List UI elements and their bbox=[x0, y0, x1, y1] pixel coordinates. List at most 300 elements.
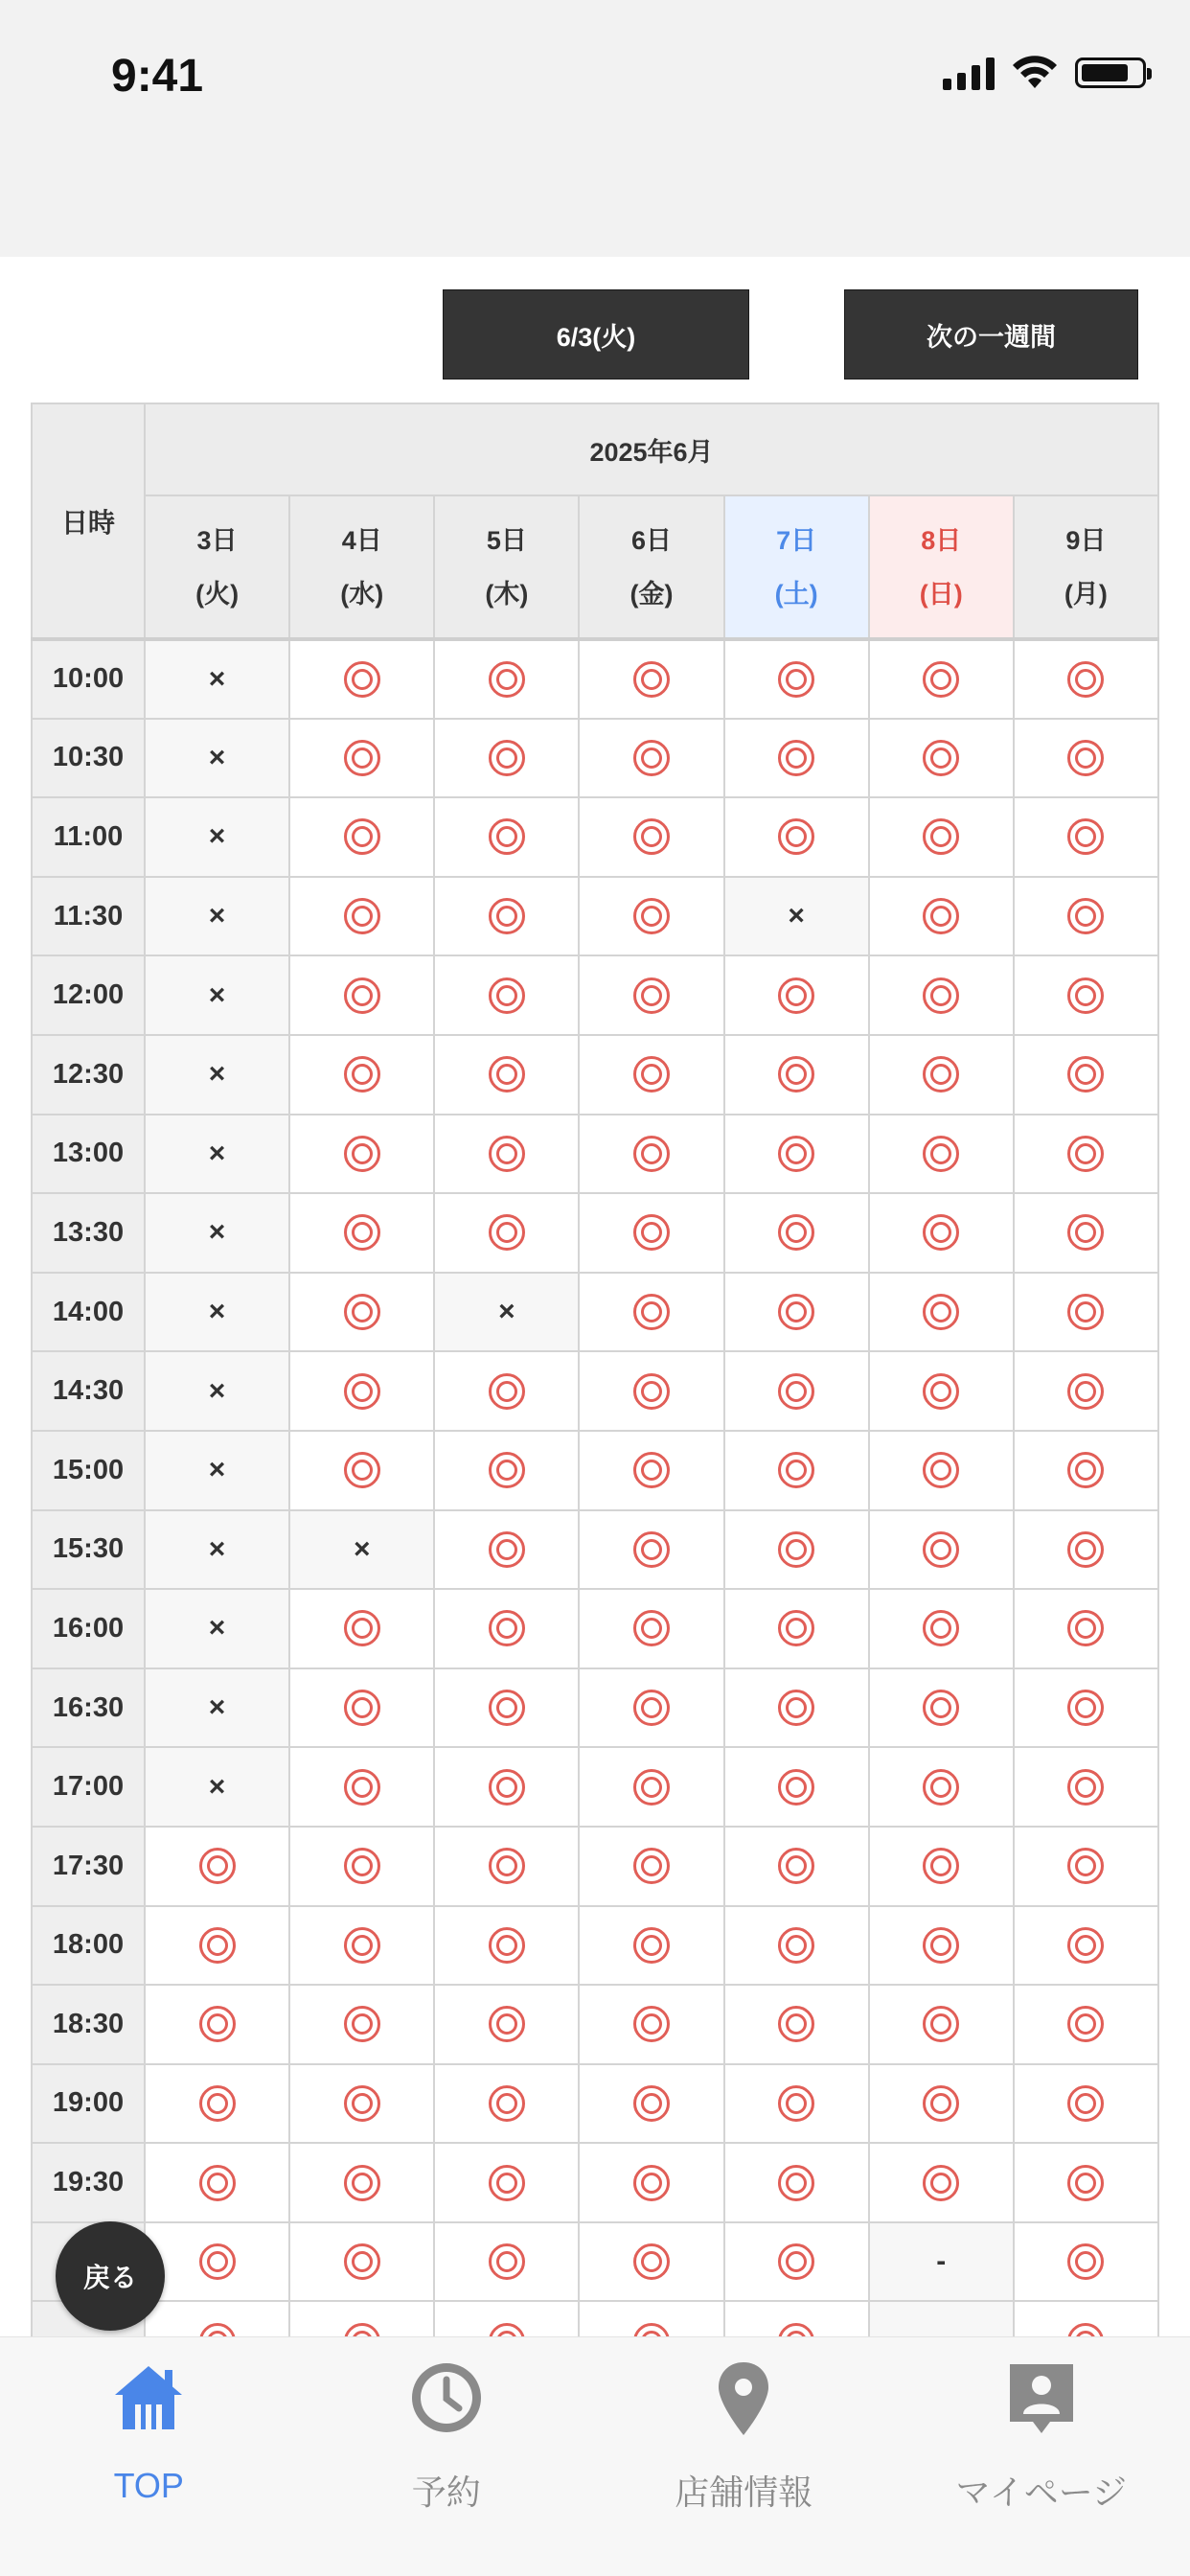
slot-available[interactable] bbox=[579, 1193, 723, 1273]
slot-available[interactable] bbox=[724, 797, 869, 877]
slot-available[interactable] bbox=[145, 1906, 289, 1986]
slot-available[interactable] bbox=[1014, 1115, 1158, 1194]
slot-unavailable: × bbox=[289, 1510, 434, 1590]
table-row bbox=[32, 639, 1158, 719]
time-label: 18:00 bbox=[32, 1906, 145, 1986]
double-circle-icon bbox=[1067, 2085, 1104, 2122]
day-weekday: (水) bbox=[340, 579, 384, 609]
slot-available[interactable] bbox=[1014, 797, 1158, 877]
day-number: 9日 bbox=[1065, 525, 1107, 555]
slot-available[interactable] bbox=[434, 2064, 579, 2144]
slot-available[interactable] bbox=[1014, 2143, 1158, 2222]
slot-available[interactable] bbox=[869, 955, 1014, 1035]
double-circle-icon bbox=[1067, 818, 1104, 855]
slot-available[interactable] bbox=[434, 639, 579, 719]
slot-available[interactable] bbox=[724, 1510, 869, 1590]
double-circle-icon bbox=[344, 1373, 380, 1410]
double-circle-icon bbox=[344, 2165, 380, 2201]
nav-item-mypage[interactable] bbox=[893, 2337, 1190, 2576]
slot-available[interactable] bbox=[434, 797, 579, 877]
double-circle-icon bbox=[1067, 1610, 1104, 1646]
double-circle-icon bbox=[489, 2243, 525, 2280]
slot-available[interactable] bbox=[1014, 1273, 1158, 1352]
slot-available[interactable] bbox=[434, 2143, 579, 2222]
slot-available[interactable] bbox=[434, 1668, 579, 1748]
table-row bbox=[32, 955, 1158, 1035]
double-circle-icon bbox=[1067, 1690, 1104, 1726]
day-header bbox=[1014, 495, 1158, 639]
slot-available[interactable] bbox=[289, 1985, 434, 2064]
slot-available[interactable] bbox=[579, 1906, 723, 1986]
time-label: 11:30 bbox=[32, 877, 145, 956]
slot-available[interactable] bbox=[289, 1193, 434, 1273]
slot-unavailable: × bbox=[145, 1193, 289, 1273]
slot-available[interactable] bbox=[289, 1115, 434, 1194]
double-circle-icon bbox=[489, 1056, 525, 1092]
slot-available[interactable] bbox=[434, 1747, 579, 1827]
slot-available[interactable] bbox=[289, 1589, 434, 1668]
slot-available[interactable] bbox=[869, 1668, 1014, 1748]
slot-closed: - bbox=[869, 2222, 1014, 2302]
slot-unavailable: × bbox=[145, 1035, 289, 1115]
slot-available[interactable] bbox=[289, 2222, 434, 2302]
slot-available[interactable] bbox=[724, 1193, 869, 1273]
double-circle-icon bbox=[344, 1214, 380, 1251]
wifi-icon bbox=[1012, 56, 1058, 90]
double-circle-icon bbox=[633, 2243, 670, 2280]
slot-available[interactable] bbox=[434, 1827, 579, 1906]
slot-available[interactable] bbox=[724, 2064, 869, 2144]
slot-unavailable: × bbox=[145, 1351, 289, 1431]
slot-available[interactable] bbox=[579, 1827, 723, 1906]
slot-unavailable: × bbox=[145, 1115, 289, 1194]
slot-unavailable: × bbox=[145, 639, 289, 719]
double-circle-icon bbox=[923, 2085, 959, 2122]
slot-available[interactable] bbox=[724, 955, 869, 1035]
table-row bbox=[32, 1589, 1158, 1668]
slot-available[interactable] bbox=[724, 1035, 869, 1115]
slot-available[interactable] bbox=[579, 877, 723, 956]
double-circle-icon bbox=[489, 2165, 525, 2201]
slot-available[interactable] bbox=[724, 1431, 869, 1510]
time-label: 10:30 bbox=[32, 719, 145, 798]
double-circle-icon bbox=[344, 1452, 380, 1488]
double-circle-icon bbox=[778, 1848, 814, 1884]
table-row bbox=[32, 1431, 1158, 1510]
double-circle-icon bbox=[778, 661, 814, 698]
double-circle-icon bbox=[633, 1610, 670, 1646]
corner-label: 日時 bbox=[32, 403, 145, 639]
slot-available[interactable] bbox=[289, 1906, 434, 1986]
table-row bbox=[32, 1273, 1158, 1352]
slot-available[interactable] bbox=[579, 2222, 723, 2302]
slot-available[interactable] bbox=[869, 1510, 1014, 1590]
double-circle-icon bbox=[344, 1848, 380, 1884]
double-circle-icon bbox=[633, 1056, 670, 1092]
double-circle-icon bbox=[489, 1373, 525, 1410]
time-label: 15:30 bbox=[32, 1510, 145, 1590]
slot-available[interactable] bbox=[289, 639, 434, 719]
double-circle-icon bbox=[489, 661, 525, 698]
slot-available[interactable] bbox=[1014, 1985, 1158, 2064]
slot-available[interactable] bbox=[434, 1906, 579, 1986]
slot-available[interactable] bbox=[145, 2064, 289, 2144]
double-circle-icon bbox=[778, 1690, 814, 1726]
slot-available[interactable] bbox=[579, 639, 723, 719]
double-circle-icon bbox=[1067, 661, 1104, 698]
time-label: 13:00 bbox=[32, 1115, 145, 1194]
double-circle-icon bbox=[778, 1610, 814, 1646]
time-label: 16:30 bbox=[32, 1668, 145, 1748]
slot-available[interactable] bbox=[289, 1668, 434, 1748]
slot-available[interactable] bbox=[579, 1431, 723, 1510]
double-circle-icon bbox=[778, 1927, 814, 1964]
double-circle-icon bbox=[489, 1136, 525, 1172]
slot-available[interactable] bbox=[869, 1351, 1014, 1431]
slot-available[interactable] bbox=[1014, 1589, 1158, 1668]
slot-available[interactable] bbox=[434, 2222, 579, 2302]
day-header bbox=[579, 495, 723, 639]
double-circle-icon bbox=[1067, 1136, 1104, 1172]
day-weekday: (月) bbox=[1064, 579, 1108, 609]
status-bar bbox=[0, 0, 1190, 257]
slot-available[interactable] bbox=[145, 2222, 289, 2302]
double-circle-icon bbox=[489, 898, 525, 934]
slot-available[interactable] bbox=[869, 1115, 1014, 1194]
slot-available[interactable] bbox=[724, 2143, 869, 2222]
slot-available[interactable] bbox=[434, 719, 579, 798]
status-icons bbox=[943, 56, 1146, 90]
slot-available[interactable] bbox=[579, 2143, 723, 2222]
slot-available[interactable] bbox=[434, 1431, 579, 1510]
slot-unavailable: × bbox=[145, 1589, 289, 1668]
double-circle-icon bbox=[633, 2085, 670, 2122]
double-circle-icon bbox=[633, 1294, 670, 1330]
slot-available[interactable] bbox=[289, 1351, 434, 1431]
day-number: 6日 bbox=[630, 525, 672, 555]
double-circle-icon bbox=[633, 1848, 670, 1884]
double-circle-icon bbox=[489, 1927, 525, 1964]
double-circle-icon bbox=[923, 661, 959, 698]
slot-available[interactable] bbox=[1014, 1431, 1158, 1510]
slot-available[interactable] bbox=[579, 1589, 723, 1668]
double-circle-icon bbox=[1067, 978, 1104, 1014]
home-icon bbox=[109, 2358, 188, 2437]
double-circle-icon bbox=[778, 1136, 814, 1172]
double-circle-icon bbox=[923, 1690, 959, 1726]
table-row bbox=[32, 797, 1158, 877]
slot-available[interactable] bbox=[1014, 2064, 1158, 2144]
double-circle-icon bbox=[633, 978, 670, 1014]
slot-unavailable: × bbox=[145, 1273, 289, 1352]
table-row bbox=[32, 877, 1158, 956]
time-label: 17:00 bbox=[32, 1747, 145, 1827]
double-circle-icon bbox=[344, 740, 380, 776]
slot-available[interactable] bbox=[289, 1035, 434, 1115]
nav-label: TOP bbox=[113, 2466, 184, 2505]
slot-available[interactable] bbox=[869, 1431, 1014, 1510]
slot-available[interactable] bbox=[869, 1906, 1014, 1986]
status-time: 9:41 bbox=[111, 51, 204, 102]
slot-available[interactable] bbox=[1014, 1510, 1158, 1590]
double-circle-icon bbox=[344, 1769, 380, 1806]
time-label: 14:30 bbox=[32, 1351, 145, 1431]
slot-available[interactable] bbox=[869, 797, 1014, 877]
slot-available[interactable] bbox=[724, 1589, 869, 1668]
table-row bbox=[32, 1668, 1158, 1748]
double-circle-icon bbox=[778, 818, 814, 855]
slot-available[interactable] bbox=[289, 2064, 434, 2144]
slot-available[interactable] bbox=[145, 2143, 289, 2222]
double-circle-icon bbox=[923, 1848, 959, 1884]
slot-available[interactable] bbox=[1014, 719, 1158, 798]
table-row bbox=[32, 1510, 1158, 1590]
slot-available[interactable] bbox=[724, 1906, 869, 1986]
table-row bbox=[32, 1747, 1158, 1827]
slot-unavailable: × bbox=[145, 877, 289, 956]
day-number: 3日 bbox=[196, 525, 238, 555]
slot-available[interactable] bbox=[579, 1510, 723, 1590]
table-row bbox=[32, 1906, 1158, 1986]
day-header bbox=[869, 495, 1014, 639]
double-circle-icon bbox=[489, 1690, 525, 1726]
double-circle-icon bbox=[1067, 1373, 1104, 1410]
nav-label: 店舗情報 bbox=[675, 2472, 813, 2512]
day-number: 8日 bbox=[921, 525, 962, 555]
slot-available[interactable] bbox=[1014, 2222, 1158, 2302]
time-label: 12:00 bbox=[32, 955, 145, 1035]
schedule-table-container bbox=[31, 402, 1159, 2381]
slot-available[interactable] bbox=[1014, 955, 1158, 1035]
slot-available[interactable] bbox=[724, 1115, 869, 1194]
slot-available[interactable] bbox=[1014, 1906, 1158, 1986]
double-circle-icon bbox=[923, 2165, 959, 2201]
slot-available[interactable] bbox=[869, 877, 1014, 956]
slot-available[interactable] bbox=[289, 2143, 434, 2222]
slot-available[interactable] bbox=[579, 797, 723, 877]
slot-available[interactable] bbox=[145, 1827, 289, 1906]
slot-available[interactable] bbox=[724, 1668, 869, 1748]
double-circle-icon bbox=[344, 978, 380, 1014]
nav-item-reservation[interactable] bbox=[298, 2337, 596, 2576]
double-circle-icon bbox=[778, 978, 814, 1014]
slot-available[interactable] bbox=[869, 1985, 1014, 2064]
slot-available[interactable] bbox=[579, 2064, 723, 2144]
slot-available[interactable] bbox=[579, 719, 723, 798]
slot-available[interactable] bbox=[579, 1115, 723, 1194]
slot-available[interactable] bbox=[289, 1827, 434, 1906]
double-circle-icon bbox=[489, 818, 525, 855]
slot-available[interactable] bbox=[724, 1827, 869, 1906]
slot-available[interactable] bbox=[434, 1510, 579, 1590]
double-circle-icon bbox=[1067, 1056, 1104, 1092]
double-circle-icon bbox=[633, 898, 670, 934]
slot-available[interactable] bbox=[579, 1747, 723, 1827]
slot-available[interactable] bbox=[579, 1985, 723, 2064]
slot-available[interactable] bbox=[869, 639, 1014, 719]
double-circle-icon bbox=[1067, 1531, 1104, 1568]
slot-available[interactable] bbox=[869, 1827, 1014, 1906]
clock-icon bbox=[407, 2358, 486, 2437]
double-circle-icon bbox=[199, 2165, 236, 2201]
slot-available[interactable] bbox=[869, 2064, 1014, 2144]
double-circle-icon bbox=[1067, 1452, 1104, 1488]
slot-available[interactable] bbox=[434, 1035, 579, 1115]
time-label: 11:00 bbox=[32, 797, 145, 877]
double-circle-icon bbox=[344, 661, 380, 698]
slot-available[interactable] bbox=[869, 2143, 1014, 2222]
double-circle-icon bbox=[778, 1452, 814, 1488]
slot-unavailable: × bbox=[145, 1668, 289, 1748]
double-circle-icon bbox=[778, 1373, 814, 1410]
double-circle-icon bbox=[778, 740, 814, 776]
double-circle-icon bbox=[344, 2243, 380, 2280]
double-circle-icon bbox=[199, 1848, 236, 1884]
slot-available[interactable] bbox=[579, 1273, 723, 1352]
slot-unavailable: × bbox=[145, 719, 289, 798]
double-circle-icon bbox=[778, 1214, 814, 1251]
slot-available[interactable] bbox=[289, 955, 434, 1035]
double-circle-icon bbox=[489, 740, 525, 776]
slot-available[interactable] bbox=[289, 1431, 434, 1510]
double-circle-icon bbox=[199, 1927, 236, 1964]
double-circle-icon bbox=[344, 1927, 380, 1964]
double-circle-icon bbox=[923, 1056, 959, 1092]
battery-icon bbox=[1075, 58, 1146, 88]
time-label: 12:30 bbox=[32, 1035, 145, 1115]
slot-available[interactable] bbox=[724, 639, 869, 719]
time-label: 10:00 bbox=[32, 639, 145, 719]
table-row bbox=[32, 1351, 1158, 1431]
slot-available[interactable] bbox=[1014, 1827, 1158, 1906]
double-circle-icon bbox=[489, 1610, 525, 1646]
double-circle-icon bbox=[778, 2006, 814, 2042]
nav-label: マイページ bbox=[955, 2472, 1128, 2512]
slot-available[interactable] bbox=[434, 1985, 579, 2064]
double-circle-icon bbox=[923, 1373, 959, 1410]
slot-available[interactable] bbox=[869, 1035, 1014, 1115]
time-label: 13:30 bbox=[32, 1193, 145, 1273]
table-row bbox=[32, 1115, 1158, 1194]
day-header bbox=[434, 495, 579, 639]
nav-label: 予約 bbox=[411, 2472, 481, 2512]
table-row bbox=[32, 2222, 1158, 2302]
double-circle-icon bbox=[489, 2085, 525, 2122]
slot-available[interactable] bbox=[434, 1589, 579, 1668]
slot-available[interactable] bbox=[724, 1351, 869, 1431]
double-circle-icon bbox=[489, 1848, 525, 1884]
day-header bbox=[289, 495, 434, 639]
double-circle-icon bbox=[199, 2006, 236, 2042]
double-circle-icon bbox=[778, 1294, 814, 1330]
slot-available[interactable] bbox=[289, 1747, 434, 1827]
double-circle-icon bbox=[1067, 2165, 1104, 2201]
day-number: 4日 bbox=[341, 525, 382, 555]
slot-available[interactable] bbox=[1014, 1193, 1158, 1273]
double-circle-icon bbox=[633, 1769, 670, 1806]
double-circle-icon bbox=[923, 1769, 959, 1806]
slot-available[interactable] bbox=[724, 2222, 869, 2302]
double-circle-icon bbox=[633, 1136, 670, 1172]
double-circle-icon bbox=[489, 1769, 525, 1806]
next-week-button[interactable]: 次の一週間 bbox=[844, 289, 1138, 380]
double-circle-icon bbox=[923, 1610, 959, 1646]
double-circle-icon bbox=[923, 1294, 959, 1330]
slot-available[interactable] bbox=[579, 1351, 723, 1431]
double-circle-icon bbox=[344, 898, 380, 934]
double-circle-icon bbox=[489, 978, 525, 1014]
slot-available[interactable] bbox=[579, 1035, 723, 1115]
double-circle-icon bbox=[633, 661, 670, 698]
table-row bbox=[32, 2064, 1158, 2144]
slot-available[interactable] bbox=[145, 1985, 289, 2064]
slot-available[interactable] bbox=[289, 877, 434, 956]
map-pin-icon bbox=[704, 2358, 783, 2437]
double-circle-icon bbox=[633, 1373, 670, 1410]
cellular-signal-icon bbox=[943, 56, 995, 90]
slot-available[interactable] bbox=[434, 1115, 579, 1194]
slot-available[interactable] bbox=[434, 1351, 579, 1431]
date-select-button[interactable]: 6/3(火) bbox=[443, 289, 749, 380]
slot-available[interactable] bbox=[289, 1273, 434, 1352]
slot-available[interactable] bbox=[869, 1273, 1014, 1352]
slot-available[interactable] bbox=[869, 1747, 1014, 1827]
day-header bbox=[724, 495, 869, 639]
slot-unavailable: × bbox=[145, 1747, 289, 1827]
double-circle-icon bbox=[923, 1136, 959, 1172]
slot-available[interactable] bbox=[869, 719, 1014, 798]
slot-available[interactable] bbox=[869, 1193, 1014, 1273]
slot-available[interactable] bbox=[724, 1985, 869, 2064]
double-circle-icon bbox=[344, 1056, 380, 1092]
slot-available[interactable] bbox=[724, 719, 869, 798]
double-circle-icon bbox=[778, 1531, 814, 1568]
table-row bbox=[32, 1827, 1158, 1906]
slot-available[interactable] bbox=[1014, 1351, 1158, 1431]
double-circle-icon bbox=[633, 1531, 670, 1568]
slot-available[interactable] bbox=[579, 955, 723, 1035]
slot-available[interactable] bbox=[1014, 877, 1158, 956]
slot-unavailable: × bbox=[145, 1510, 289, 1590]
slot-unavailable: × bbox=[145, 1431, 289, 1510]
slot-available[interactable] bbox=[1014, 1035, 1158, 1115]
back-button[interactable]: 戻る bbox=[56, 2221, 165, 2331]
table-row bbox=[32, 2143, 1158, 2222]
day-weekday: (土) bbox=[774, 579, 818, 609]
slot-available[interactable] bbox=[724, 1273, 869, 1352]
slot-available[interactable] bbox=[1014, 639, 1158, 719]
double-circle-icon bbox=[923, 740, 959, 776]
user-badge-icon bbox=[1002, 2358, 1081, 2437]
slot-available[interactable] bbox=[1014, 1747, 1158, 1827]
slot-available[interactable] bbox=[869, 1589, 1014, 1668]
double-circle-icon bbox=[489, 1531, 525, 1568]
slot-available[interactable] bbox=[434, 1193, 579, 1273]
double-circle-icon bbox=[1067, 2243, 1104, 2280]
slot-available[interactable] bbox=[724, 1747, 869, 1827]
slot-available[interactable] bbox=[579, 1668, 723, 1748]
nav-item-store-info[interactable] bbox=[595, 2337, 893, 2576]
slot-available[interactable] bbox=[1014, 1668, 1158, 1748]
slot-available[interactable] bbox=[289, 797, 434, 877]
slot-available[interactable] bbox=[434, 877, 579, 956]
slot-available[interactable] bbox=[289, 719, 434, 798]
double-circle-icon bbox=[633, 1927, 670, 1964]
table-row bbox=[32, 719, 1158, 798]
slot-available[interactable] bbox=[434, 955, 579, 1035]
day-weekday: (火) bbox=[195, 579, 240, 609]
nav-item-top[interactable] bbox=[0, 2337, 298, 2576]
